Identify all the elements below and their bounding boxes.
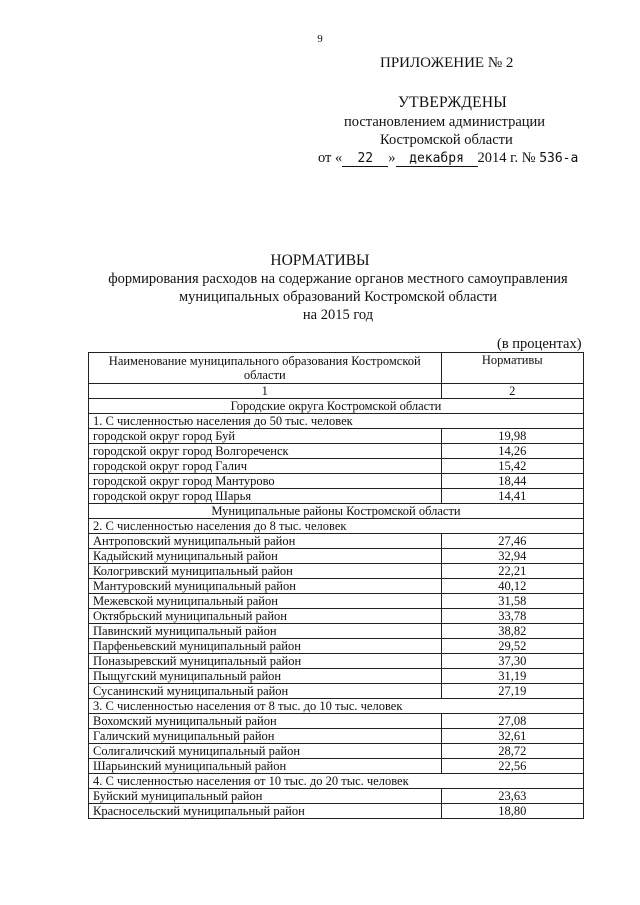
table-row <box>89 489 584 504</box>
norm-value: 32,61 <box>441 729 583 744</box>
municipality-name: Вохомский муниципальный район <box>89 714 442 729</box>
document-subtitle-3: на 2015 год <box>302 307 374 323</box>
column-header-norm: Нормативы <box>441 353 583 384</box>
date-mid: » <box>388 150 396 166</box>
document-subtitle-1: формирования расходов на содержание органов местного самоуправления <box>108 271 568 287</box>
municipality-name: Красносельский муниципальный район <box>89 804 442 819</box>
norm-value: 18,44 <box>441 474 583 489</box>
table-row <box>89 564 584 579</box>
table-row <box>89 804 584 819</box>
norms-table-body <box>89 353 584 819</box>
table-row <box>89 789 584 804</box>
municipality-name: Шарьинский муниципальный район <box>89 759 442 774</box>
norm-value: 31,19 <box>441 669 583 684</box>
table-row <box>89 744 584 759</box>
decree-number: 536-а <box>539 151 579 166</box>
norm-value: 31,58 <box>441 594 583 609</box>
municipality-name: городской округ город Галич <box>89 459 442 474</box>
municipality-name: Мантуровский муниципальный район <box>89 579 442 594</box>
norm-value: 38,82 <box>441 624 583 639</box>
norm-value: 27,19 <box>441 684 583 699</box>
municipality-name: городской округ город Волгореченск <box>89 444 442 459</box>
table-row <box>89 729 584 744</box>
municipality-name: Павинский муниципальный район <box>89 624 442 639</box>
approved-label: УТВЕРЖДЕНЫ <box>398 94 507 111</box>
appendix-label: ПРИЛОЖЕНИЕ № 2 <box>380 55 514 71</box>
date-prefix: от « <box>318 150 343 166</box>
section-title: Муниципальные районы Костромской области <box>89 504 584 519</box>
municipality-name: городской округ город Буй <box>89 429 442 444</box>
norm-value: 19,98 <box>441 429 583 444</box>
section-header-row <box>89 504 584 519</box>
table-row <box>89 609 584 624</box>
decree-line-2: Костромской области <box>380 132 513 148</box>
norm-value: 14,41 <box>441 489 583 504</box>
table-row <box>89 429 584 444</box>
norm-value: 15,42 <box>441 459 583 474</box>
table-header-row <box>89 353 584 384</box>
unit-note: (в процентах) <box>497 336 582 352</box>
group-label: 4. С численностью населения от 10 тыс. до 20 тыс. человек <box>89 774 584 789</box>
municipality-name: Галичский муниципальный район <box>89 729 442 744</box>
table-row <box>89 684 584 699</box>
municipality-name: Межевской муниципальный район <box>89 594 442 609</box>
table-row <box>89 759 584 774</box>
date-month: декабря <box>396 151 478 167</box>
municipality-name: городской округ город Шарья <box>89 489 442 504</box>
municipality-name: Поназыревский муниципальный район <box>89 654 442 669</box>
section-title: Городские округа Костромской области <box>89 399 584 414</box>
norm-value: 22,21 <box>441 564 583 579</box>
municipality-name: городской округ город Мантурово <box>89 474 442 489</box>
norm-value: 27,08 <box>441 714 583 729</box>
page-number: 9 <box>317 33 323 45</box>
decree-line-1: постановлением администрации <box>344 114 546 130</box>
municipality-name: Антроповский муниципальный район <box>89 534 442 549</box>
group-label: 1. С численностью населения до 50 тыс. человек <box>89 414 584 429</box>
table-row <box>89 714 584 729</box>
municipality-name: Парфеньевский муниципальный район <box>89 639 442 654</box>
municipality-name: Пыщугский муниципальный район <box>89 669 442 684</box>
decree-date-line <box>318 150 601 167</box>
municipality-name: Октябрьский муниципальный район <box>89 609 442 624</box>
section-header-row <box>89 399 584 414</box>
norm-value: 27,46 <box>441 534 583 549</box>
municipality-name: Сусанинский муниципальный район <box>89 684 442 699</box>
group-label-row <box>89 519 584 534</box>
column-number-2: 2 <box>441 384 583 399</box>
group-label: 2. С численностью населения до 8 тыс. человек <box>89 519 584 534</box>
table-row <box>89 459 584 474</box>
table-row <box>89 534 584 549</box>
norm-value: 40,12 <box>441 579 583 594</box>
norm-value: 32,94 <box>441 549 583 564</box>
norms-table <box>88 352 584 819</box>
table-row <box>89 549 584 564</box>
norm-value: 18,80 <box>441 804 583 819</box>
group-label-row <box>89 774 584 789</box>
group-label-row <box>89 414 584 429</box>
municipality-name: Солигаличский муниципальный район <box>89 744 442 759</box>
table-row <box>89 669 584 684</box>
document-subtitle-2: муниципальных образований Костромской области <box>179 289 497 305</box>
municipality-name: Буйский муниципальный район <box>89 789 442 804</box>
column-number-1: 1 <box>89 384 442 399</box>
table-row <box>89 594 584 609</box>
norm-value: 22,56 <box>441 759 583 774</box>
group-label: 3. С численностью населения от 8 тыс. до 10 тыс. человек <box>89 699 584 714</box>
municipality-name: Кадыйский муниципальный район <box>89 549 442 564</box>
date-year: 2014 г. № <box>477 150 536 166</box>
municipality-name: Кологривский муниципальный район <box>89 564 442 579</box>
norm-value: 29,52 <box>441 639 583 654</box>
table-row <box>89 474 584 489</box>
norm-value: 37,30 <box>441 654 583 669</box>
table-row <box>89 579 584 594</box>
date-day: 22 <box>342 151 388 167</box>
norm-value: 33,78 <box>441 609 583 624</box>
table-row <box>89 624 584 639</box>
document-title: НОРМАТИВЫ <box>270 252 370 269</box>
table-row <box>89 639 584 654</box>
table-row <box>89 444 584 459</box>
column-header-name: Наименование муниципального образования Костромской области <box>89 353 442 384</box>
table-number-row <box>89 384 584 399</box>
table-row <box>89 654 584 669</box>
norm-value: 28,72 <box>441 744 583 759</box>
group-label-row <box>89 699 584 714</box>
norm-value: 23,63 <box>441 789 583 804</box>
norm-value: 14,26 <box>441 444 583 459</box>
